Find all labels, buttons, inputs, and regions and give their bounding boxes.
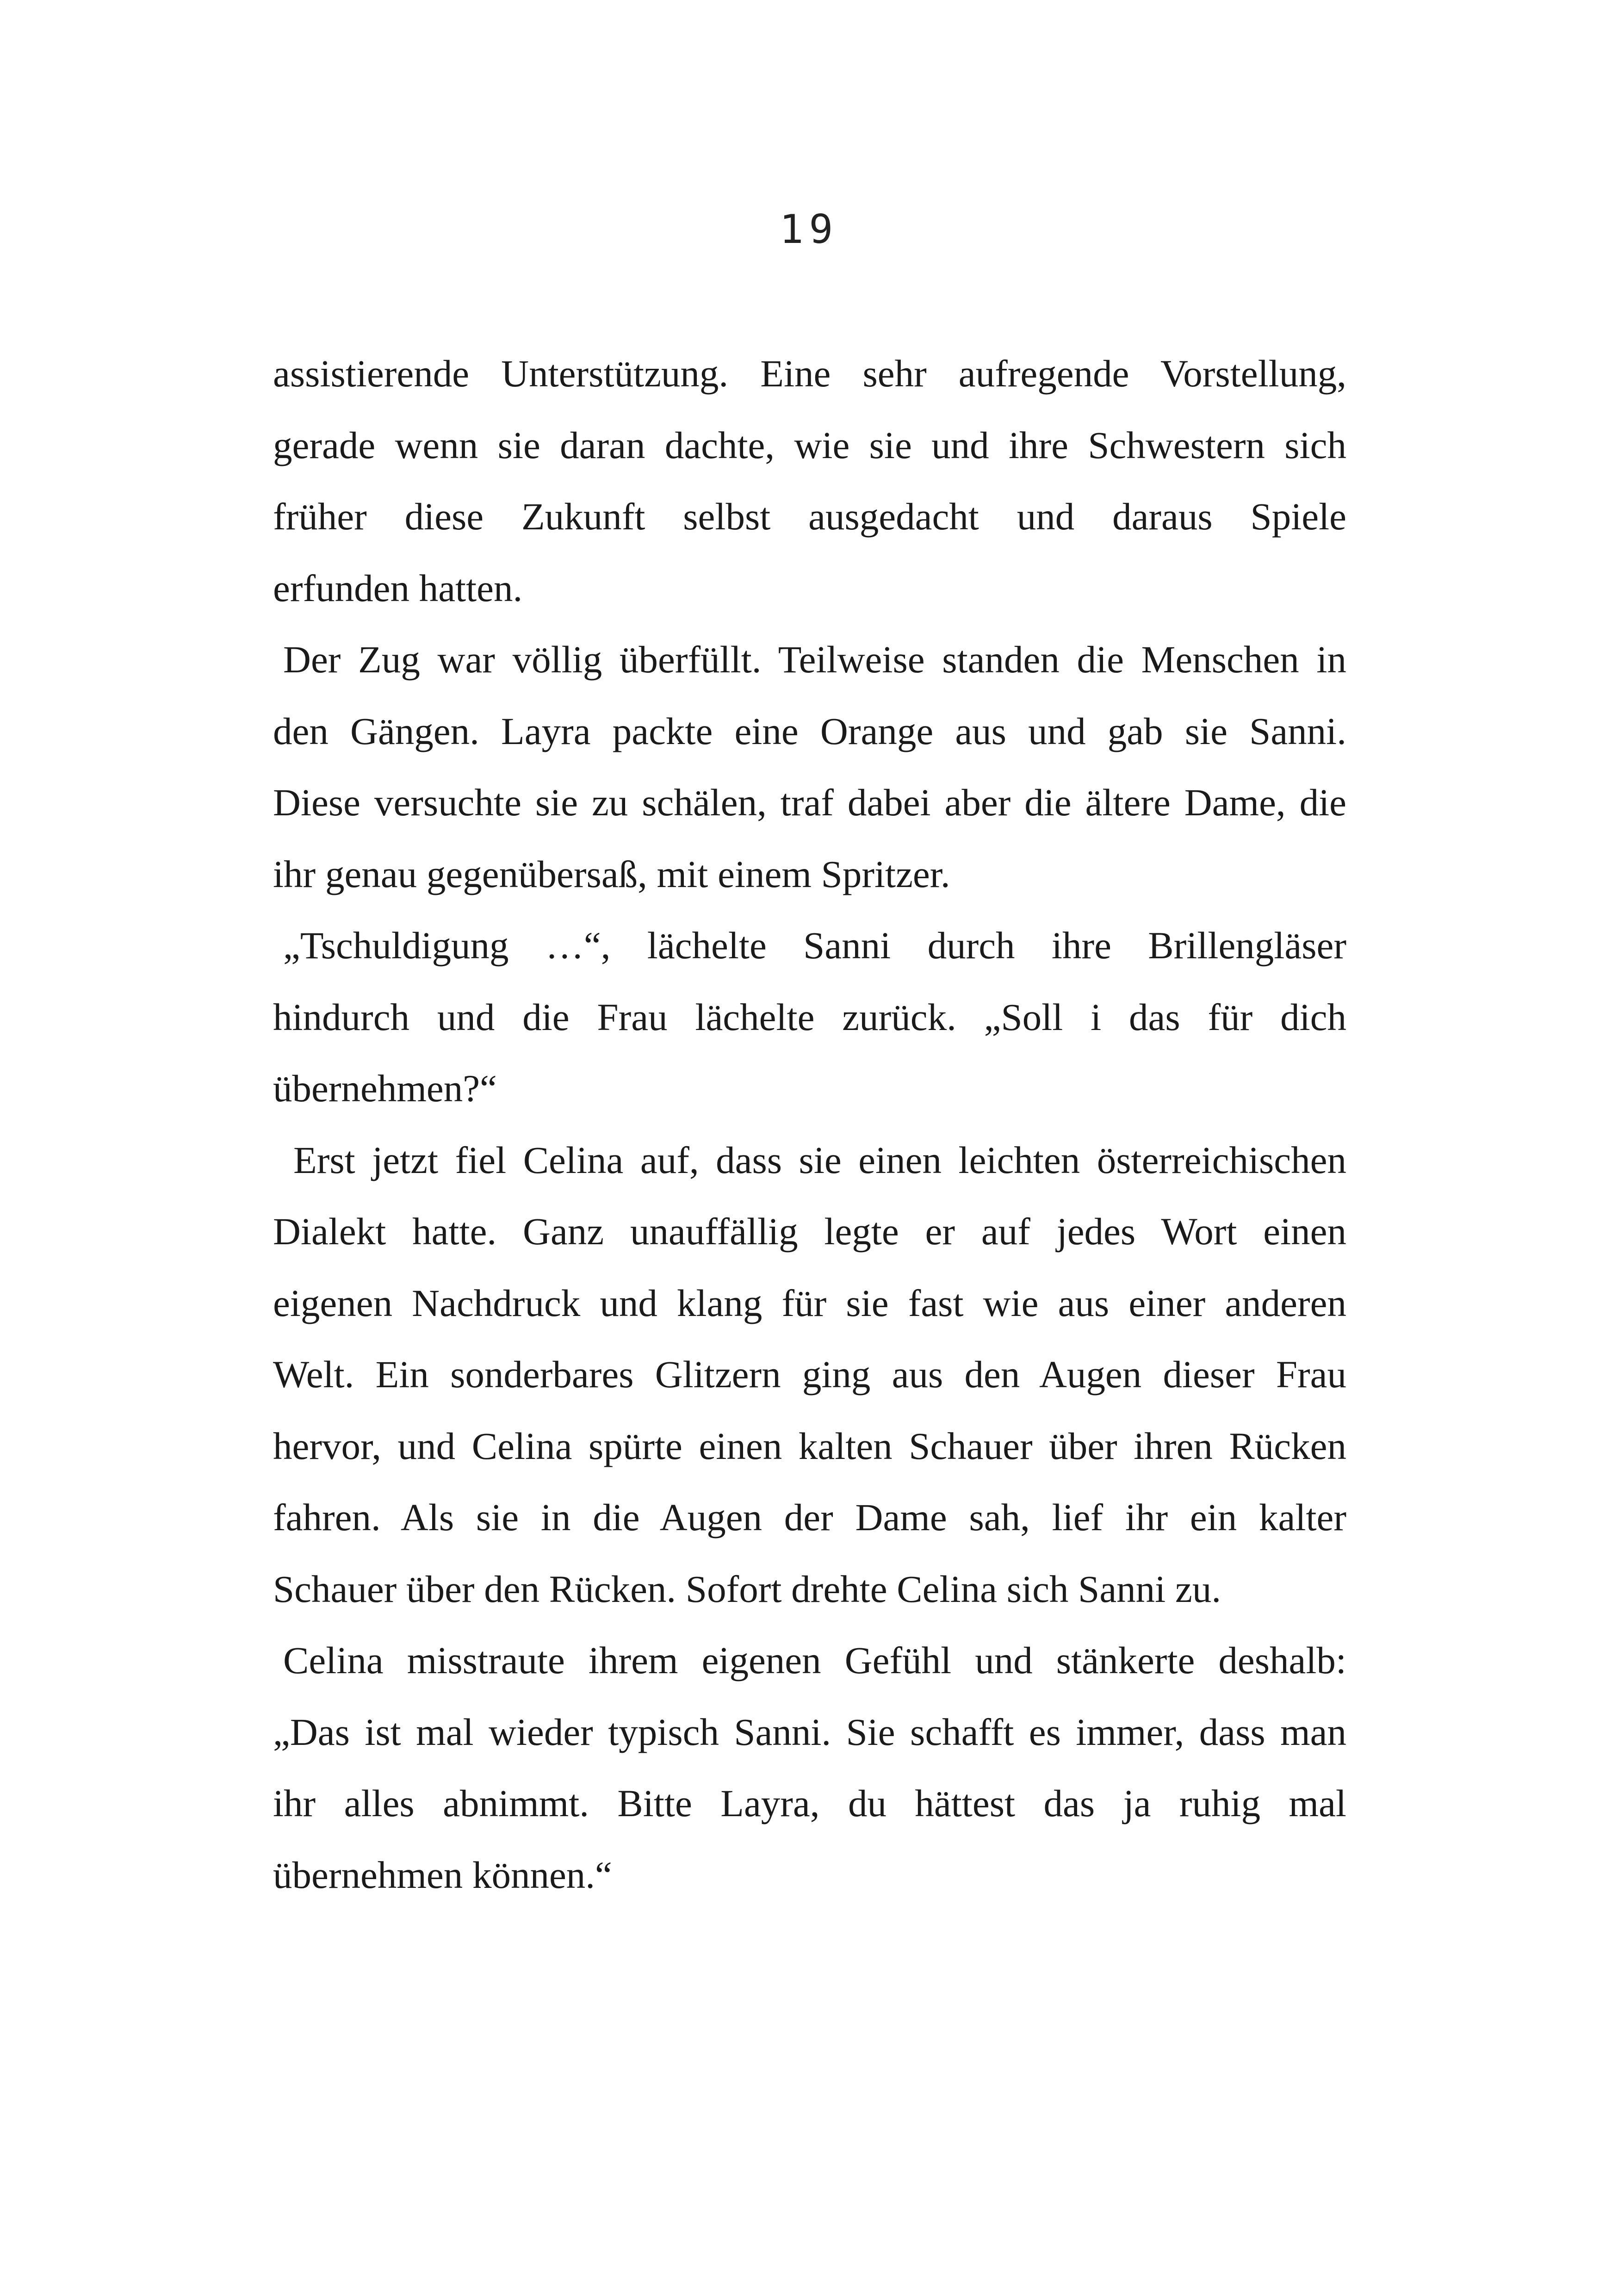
text-line: Der Zug war völlig überfüllt. Teilweise standen die Menschen in	[283, 638, 1346, 681]
text-line: „Das ist mal wieder typisch Sanni. Sie schafft es immer, dass man	[273, 1710, 1346, 1753]
text-line: hindurch und die Frau lächelte zurück. „Soll i das für dich	[273, 995, 1346, 1038]
text-line: Dialekt hatte. Ganz unauffällig legte er auf jedes Wort einen	[273, 1210, 1346, 1253]
text-line: fahren. Als sie in die Augen der Dame sah, lief ihr ein kalter	[273, 1496, 1346, 1539]
text-line: übernehmen können.“	[273, 1853, 612, 1896]
text-line: den Gängen. Layra packte eine Orange aus und gab sie Sanni.	[273, 709, 1346, 752]
text-line: Celina misstraute ihrem eigenen Gefühl und stänkerte deshalb:	[283, 1639, 1346, 1682]
page-number: 19	[779, 206, 839, 253]
text-line: ihr genau gegenübersaß, mit einem Spritzer.	[273, 852, 950, 895]
text-line: früher diese Zukunft selbst ausgedacht und daraus Spiele	[273, 495, 1346, 538]
body-text	[273, 338, 1346, 1911]
text-line: hervor, und Celina spürte einen kalten Schauer über ihren Rücken	[273, 1424, 1346, 1467]
text-line: assistierende Unterstützung. Eine sehr aufregende Vorstellung,	[273, 352, 1346, 395]
text-line: „Tschuldigung …“, lächelte Sanni durch ihre Brillengläser	[283, 924, 1346, 967]
text-line: gerade wenn sie daran dachte, wie sie und ihre Schwestern sich	[273, 423, 1346, 466]
text-line: Diese versuchte sie zu schälen, traf dabei aber die ältere Dame, die	[273, 781, 1346, 824]
text-line: Erst jetzt fiel Celina auf, dass sie einen leichten österreichischen	[293, 1138, 1346, 1181]
text-line: eigenen Nachdruck und klang für sie fast wie aus einer anderen	[273, 1281, 1346, 1324]
text-line: Schauer über den Rücken. Sofort drehte Celina sich Sanni zu.	[273, 1567, 1221, 1610]
text-line: übernehmen?“	[273, 1067, 497, 1110]
text-line: erfunden hatten.	[273, 566, 523, 609]
text-line: Welt. Ein sonderbares Glitzern ging aus den Augen dieser Frau	[273, 1353, 1346, 1396]
text-line: ihr alles abnimmt. Bitte Layra, du hättest das ja ruhig mal	[273, 1782, 1346, 1824]
